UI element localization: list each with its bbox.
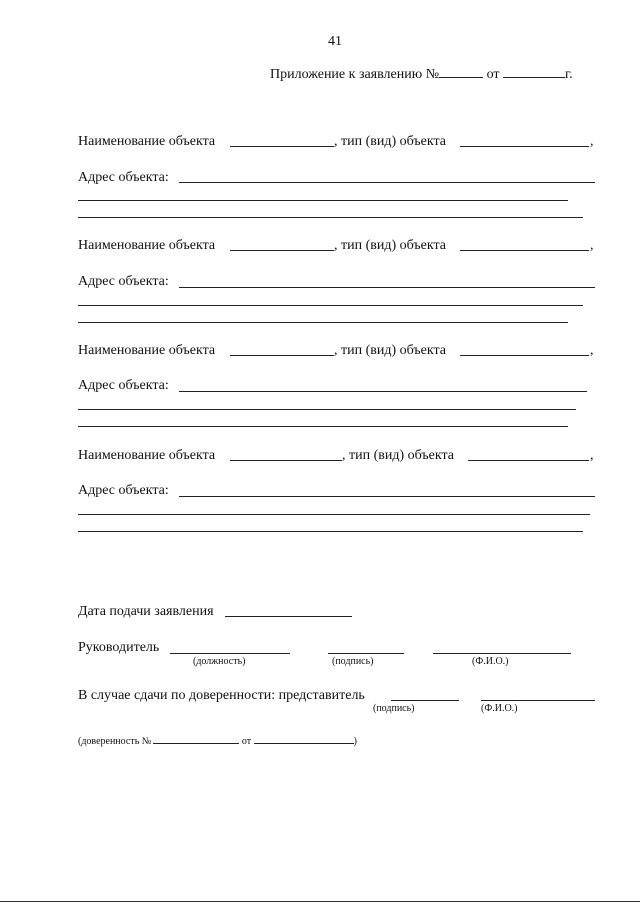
poa-suffix: ): [353, 736, 357, 747]
page-bottom-rule: [0, 901, 640, 902]
object-address-line-3[interactable]: [78, 531, 583, 532]
object-type-field[interactable]: [460, 355, 589, 356]
head-signature-caption: (подпись): [332, 656, 374, 667]
application-number-field[interactable]: [439, 64, 483, 78]
proxy-fio-field[interactable]: [481, 700, 595, 701]
object-name-label: Наименование объекта: [78, 238, 216, 253]
appendix-from: от: [486, 67, 500, 82]
object-address-line-2[interactable]: [78, 409, 576, 410]
appendix-header: [270, 64, 573, 83]
object-address-label: Адрес объекта:: [78, 483, 169, 498]
object-address-line-2[interactable]: [78, 305, 583, 306]
appendix-prefix: Приложение к заявлению №: [270, 67, 440, 82]
object-address-line-2[interactable]: [78, 514, 590, 515]
object-address-label: Адрес объекта:: [78, 274, 169, 289]
head-position-caption: (должность): [193, 656, 246, 667]
power-of-attorney-line: [78, 733, 357, 748]
object-address-label: Адрес объекта:: [78, 378, 169, 393]
object-address-line-3[interactable]: [78, 217, 583, 218]
poa-from: от: [241, 736, 252, 747]
object-type-comma: ,: [590, 448, 594, 463]
object-type-label: , тип (вид) объекта: [334, 343, 446, 358]
object-name-field[interactable]: [230, 460, 342, 461]
object-address-line-3[interactable]: [78, 426, 568, 427]
object-name-field[interactable]: [230, 355, 334, 356]
head-label: Руководитель: [78, 640, 160, 655]
object-type-label: , тип (вид) объекта: [342, 448, 454, 463]
poa-prefix: (доверенность №: [78, 736, 152, 747]
object-address-line-2[interactable]: [78, 200, 568, 201]
proxy-signature-field[interactable]: [391, 700, 459, 701]
poa-date-field[interactable]: [254, 733, 354, 744]
object-name-field[interactable]: [230, 250, 334, 251]
object-type-label: , тип (вид) объекта: [334, 238, 446, 253]
proxy-signature-caption: (подпись): [373, 703, 415, 714]
object-address-field[interactable]: [179, 496, 595, 497]
object-type-comma: ,: [590, 134, 594, 149]
object-address-line-3[interactable]: [78, 322, 568, 323]
page-number: 41: [328, 34, 342, 49]
proxy-fio-caption: (Ф.И.О.): [481, 703, 518, 714]
object-type-field[interactable]: [460, 146, 589, 147]
head-signature-field[interactable]: [328, 653, 404, 654]
submission-date-label: Дата подачи заявления: [78, 604, 214, 619]
object-type-label: , тип (вид) объекта: [334, 134, 446, 149]
head-fio-caption: (Ф.И.О.): [472, 656, 509, 667]
object-address-field[interactable]: [179, 391, 587, 392]
object-address-field[interactable]: [179, 287, 595, 288]
object-type-field[interactable]: [468, 460, 589, 461]
object-name-label: Наименование объекта: [78, 343, 216, 358]
proxy-label: В случае сдачи по доверенности: представитель: [78, 688, 365, 703]
object-type-field[interactable]: [460, 250, 589, 251]
object-name-field[interactable]: [230, 146, 334, 147]
object-name-label: Наименование объекта: [78, 134, 216, 149]
object-name-label: Наименование объекта: [78, 448, 216, 463]
application-date-field[interactable]: [503, 64, 565, 78]
appendix-year-suffix: г.: [565, 67, 573, 82]
head-fio-field[interactable]: [433, 653, 571, 654]
object-type-comma: ,: [590, 343, 594, 358]
head-position-field[interactable]: [170, 653, 290, 654]
object-type-comma: ,: [590, 238, 594, 253]
object-address-label: Адрес объекта:: [78, 170, 169, 185]
object-address-field[interactable]: [179, 182, 595, 183]
submission-date-field[interactable]: [225, 616, 352, 617]
poa-number-field[interactable]: [153, 733, 239, 744]
